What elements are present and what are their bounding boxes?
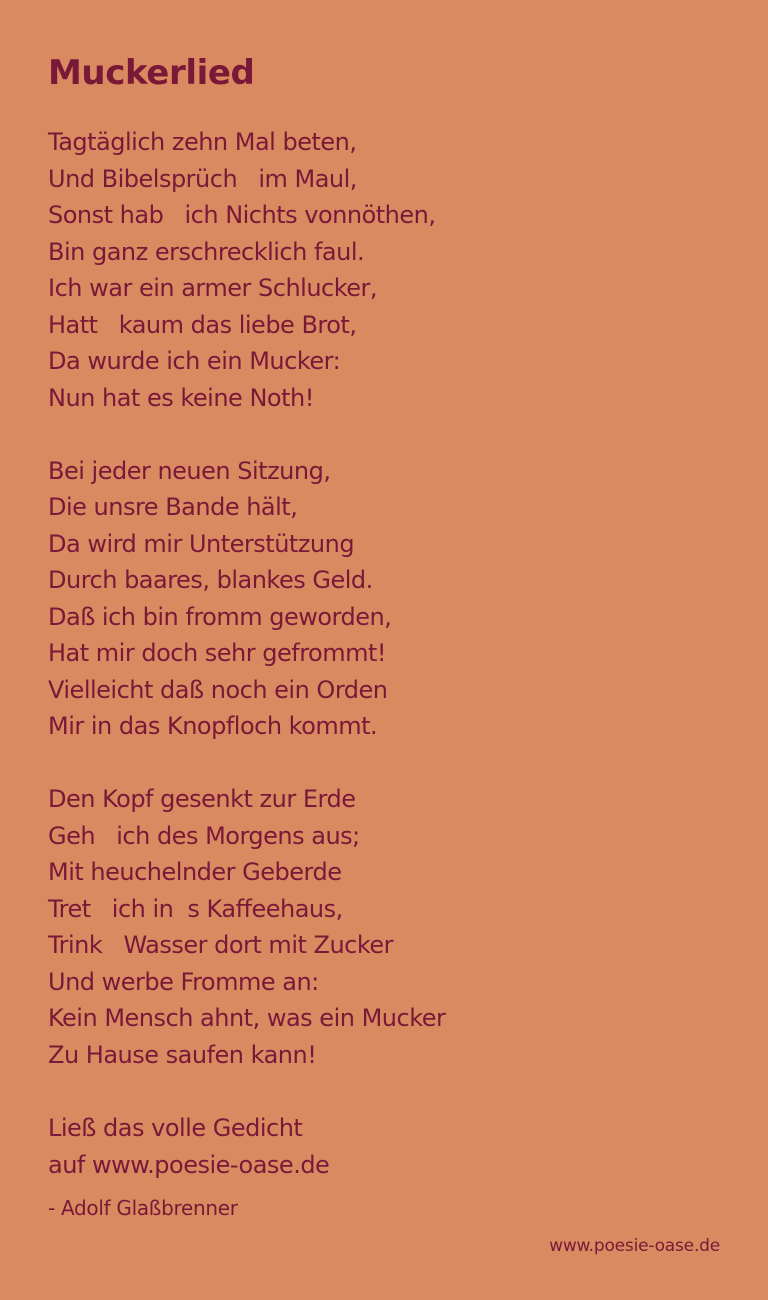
poem-line: Bei jeder neuen Sitzung, (48, 456, 331, 485)
poem-line: Bin ganz erschrecklich faul. (48, 237, 365, 266)
poem-line: Hat mir doch sehr gefrommt! (48, 639, 387, 667)
poem-line: Den Kopf gesenkt zur Erde (48, 785, 356, 813)
stanza-3 (48, 781, 728, 1073)
poem-line: Die unsre Bande hält, (48, 493, 298, 521)
poem-line: Mit heuchelnder Geberde (48, 858, 342, 886)
poem-line: Durch baares, blankes Geld. (48, 566, 373, 594)
read-more-line: Ließ das volle Gedicht (48, 1113, 303, 1142)
poem-author: - Adolf Glaßbrenner (48, 1195, 238, 1220)
poem-card (48, 50, 728, 1222)
website-footer: www.poesie-oase.de (549, 1236, 720, 1256)
stanza-2 (48, 453, 728, 745)
stanza-1 (48, 124, 728, 416)
poem-line: Da wird mir Unterstützung (48, 529, 355, 558)
poem-line: Hatt kaum das liebe Brot, (48, 310, 357, 339)
poem-line: Ich war ein armer Schlucker, (48, 274, 378, 302)
poem-line: Vielleicht daß noch ein Orden (48, 675, 388, 704)
read-more-link-line: auf www.poesie-oase.de (48, 1150, 330, 1179)
poem-line: Tret ich ins Kaffeehaus, (48, 894, 343, 923)
poem-title: Muckerlied (48, 53, 255, 93)
poem-line: Nun hat es keine Noth! (48, 383, 314, 412)
poem-line: Und werbe Fromme an: (48, 967, 319, 996)
poem-line: Zu Hause saufen kann! (48, 1040, 317, 1069)
read-more-note (48, 1110, 728, 1184)
poem-line: Sonst hab ich Nichts vonnöthen, (48, 201, 436, 229)
poem-line: Kein Mensch ahnt, was ein Mucker (48, 1004, 446, 1032)
poem-line: Und Bibelsprüch im Maul, (48, 164, 357, 193)
poem-line: Mir in das Knopfloch kommt. (48, 712, 378, 740)
poem-body (48, 124, 728, 1222)
poem-line: Geh ich des Morgens aus; (48, 821, 360, 850)
poem-line: Trink Wasser dort mit Zucker (48, 931, 394, 959)
poem-line: Da wurde ich ein Mucker: (48, 347, 341, 375)
poem-line: Tagtäglich zehn Mal beten, (48, 128, 357, 156)
poem-line: Daß ich bin fromm geworden, (48, 602, 392, 631)
